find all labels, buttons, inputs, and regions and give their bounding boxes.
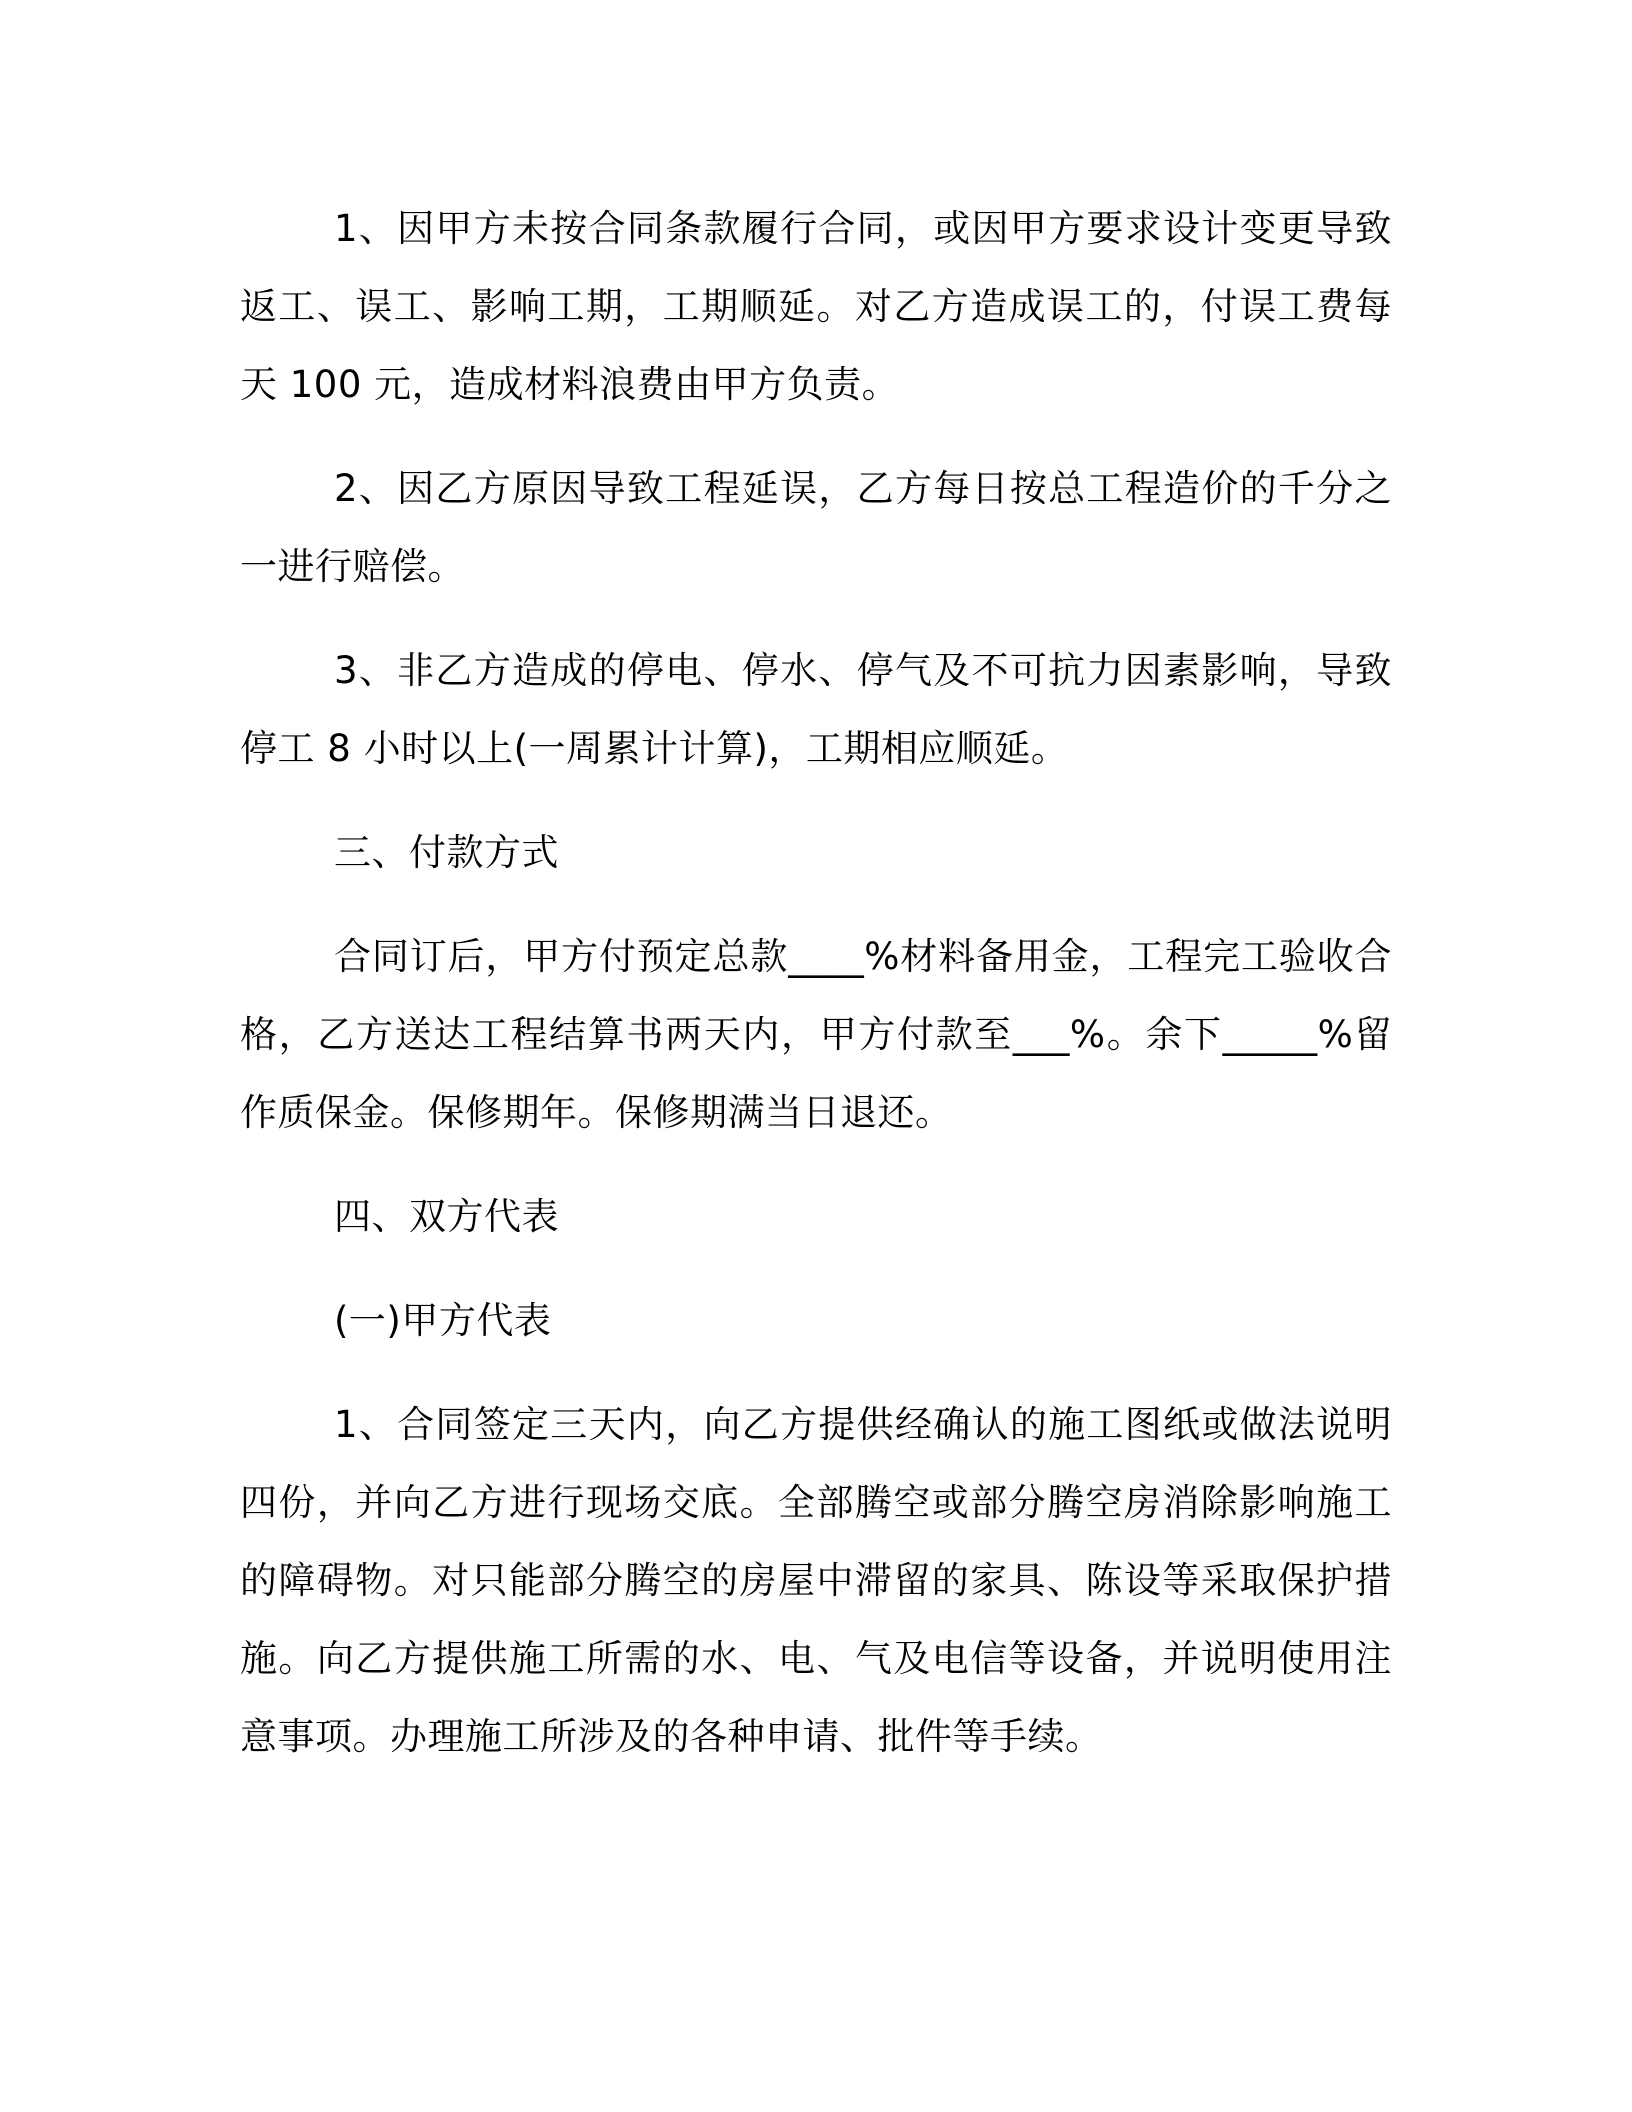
- section-heading: 三、付款方式: [334, 831, 559, 874]
- paragraph-gap: [240, 424, 1392, 450]
- section-heading: 四、双方代表: [334, 1195, 559, 1238]
- paragraph-gap: [240, 1256, 1392, 1282]
- clause-paragraph: 1、合同签定三天内，向乙方提供经确认的施工图纸或做法说明四份，并向乙方进行现场交底。全部腾空或部分腾空房消除影响施工的障碍物。对只能部分腾空的房屋中滞留的家具、陈设等采取保护措施。向乙方提供施工所需的水、电、气及电信等设备，并说明使用注意事项。办理施工所涉及的各种申请、批件等手续。: [240, 1403, 1392, 1758]
- paragraph-gap: [240, 606, 1392, 632]
- paragraph-gap: [240, 892, 1392, 918]
- document-body: [240, 190, 1392, 1776]
- paragraph-gap: [240, 1360, 1392, 1386]
- subsection-heading: (一)甲方代表: [334, 1299, 552, 1342]
- clause-paragraph: 1、因甲方未按合同条款履行合同，或因甲方要求设计变更导致返工、误工、影响工期，工期顺延。对乙方造成误工的，付误工费每天 100 元，造成材料浪费由甲方负责。: [240, 207, 1392, 406]
- clause-paragraph: 合同订后，甲方付预定总款____%材料备用金，工程完工验收合格，乙方送达工程结算书两天内，甲方付款至___%。余下_____%留作质保金。保修期年。保修期满当日退还。: [240, 935, 1392, 1134]
- paragraph-gap: [240, 1152, 1392, 1178]
- clause-paragraph: 2、因乙方原因导致工程延误，乙方每日按总工程造价的千分之一进行赔偿。: [240, 467, 1392, 588]
- clause-paragraph: 3、非乙方造成的停电、停水、停气及不可抗力因素影响，导致停工 8 小时以上(一周累计计算)，工期相应顺延。: [240, 649, 1392, 770]
- paragraph-gap: [240, 788, 1392, 814]
